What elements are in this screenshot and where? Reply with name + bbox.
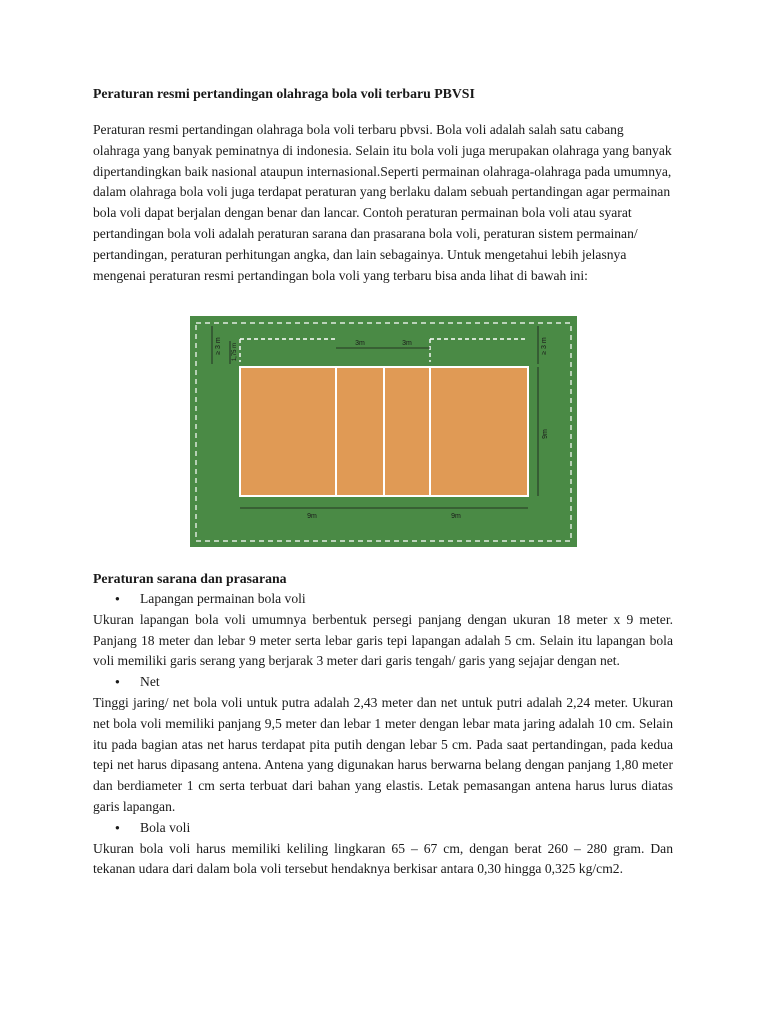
document-title: Peraturan resmi pertandingan olahraga bola voli terbaru PBVSI xyxy=(93,86,475,101)
bullet-label: Lapangan permainan bola voli xyxy=(140,591,306,606)
bullet-dot-icon: ● xyxy=(115,822,120,832)
court-paragraph: Ukuran lapangan bola voli umumnya berbentuk persegi panjang dengan ukuran 18 meter x 9 meter. Panjang 18 meter dan lebar 9 meter serta lebar garis tepi lapangan adalah 5 cm. Selain itu lapangan bola voli memiliki garis serang yang berjarak 3 meter dari garis tengah/ garis yang sejajar dengan net. xyxy=(93,611,673,669)
bullet-ball xyxy=(93,818,673,839)
bullet-label: Bola voli xyxy=(140,819,191,835)
bullet-dot-icon: ● xyxy=(115,677,120,687)
court-diagram xyxy=(190,316,577,547)
bullet-net xyxy=(93,672,673,693)
half-court-right-label: 9m xyxy=(451,513,461,520)
free-zone-end-label: ≥ 3 m xyxy=(541,337,548,355)
bullet-dot-icon: ● xyxy=(115,594,120,603)
court-diagram-svg xyxy=(190,316,577,547)
bullet-court xyxy=(93,589,673,610)
ball-paragraph: Ukuran bola voli harus memiliki keliling lingkaran 65 – 67 cm, dengan berat 260 – 280 gram. Dan tekanan udara dari dalam bola voli tersebut hendaknya berkisar antara 0,30 hingga 0,325 kg/cm2. xyxy=(93,840,673,877)
net-paragraph: Tinggi jaring/ net bola voli untuk putra adalah 2,43 meter dan net untuk putri adalah 2,24 meter. Ukuran net bola voli memiliki panjang 9,5 meter dan lebar 1 meter dengan lebar mata jaring adalah 10 cm. Selain itu pada bagian atas net harus terdapat pita putih dengan lebar 5 cm. Pada saat pertandingan, pada kedua tepi net harus dipasang antena. Antena yang digunakan harus berwarna belang dengan panjang 1,80 meter dan berdiameter 1 cm serta terbuat dari bahan yang elastis. Letak pemasangan antena harus lurus diatas garis lapangan. xyxy=(93,694,673,814)
service-zone-label: 1,75 m xyxy=(232,342,238,362)
bullet-label: Net xyxy=(140,674,160,690)
section-heading: Peraturan sarana dan prasarana xyxy=(93,571,287,586)
intro-section xyxy=(93,120,673,286)
intro-paragraph: Peraturan resmi pertandingan olahraga bola voli terbaru pbvsi. Bola voli adalah salah satu cabang olahraga yang banyak peminatnya di indonesia. Selain itu bola voli juga merupakan olahraga yang banyak dipertandingkan baik nasional ataupun internasional.Seperti permainan olahraga-olahraga pada umumnya, dalam olahraga bola voli juga terdapat peraturan yang berlaku dalam sebuah pertandingan agar permainan bola voli dapat berjalan dengan benar dan lancar. Contoh peraturan permainan bola voli atau syarat pertandingan bola voli adalah peraturan sarana dan prasarana bola voli, peraturan sistem permainan/ pertandingan, peraturan perhitungan angka, dan lain sebagainya. Untuk mengetahui lebih jelasnya mengenai peraturan resmi pertandingan bola voli yang terbaru bisa anda lihat di bawah ini: xyxy=(93,122,672,283)
free-zone-side-label: ≥ 3 m xyxy=(215,337,222,355)
rules-list xyxy=(93,589,673,880)
attack-zone-left-label: 3m xyxy=(355,340,365,347)
court-width-label: 9m xyxy=(542,429,549,439)
half-court-left-label: 9m xyxy=(307,513,317,520)
attack-zone-right-label: 3m xyxy=(402,340,412,347)
